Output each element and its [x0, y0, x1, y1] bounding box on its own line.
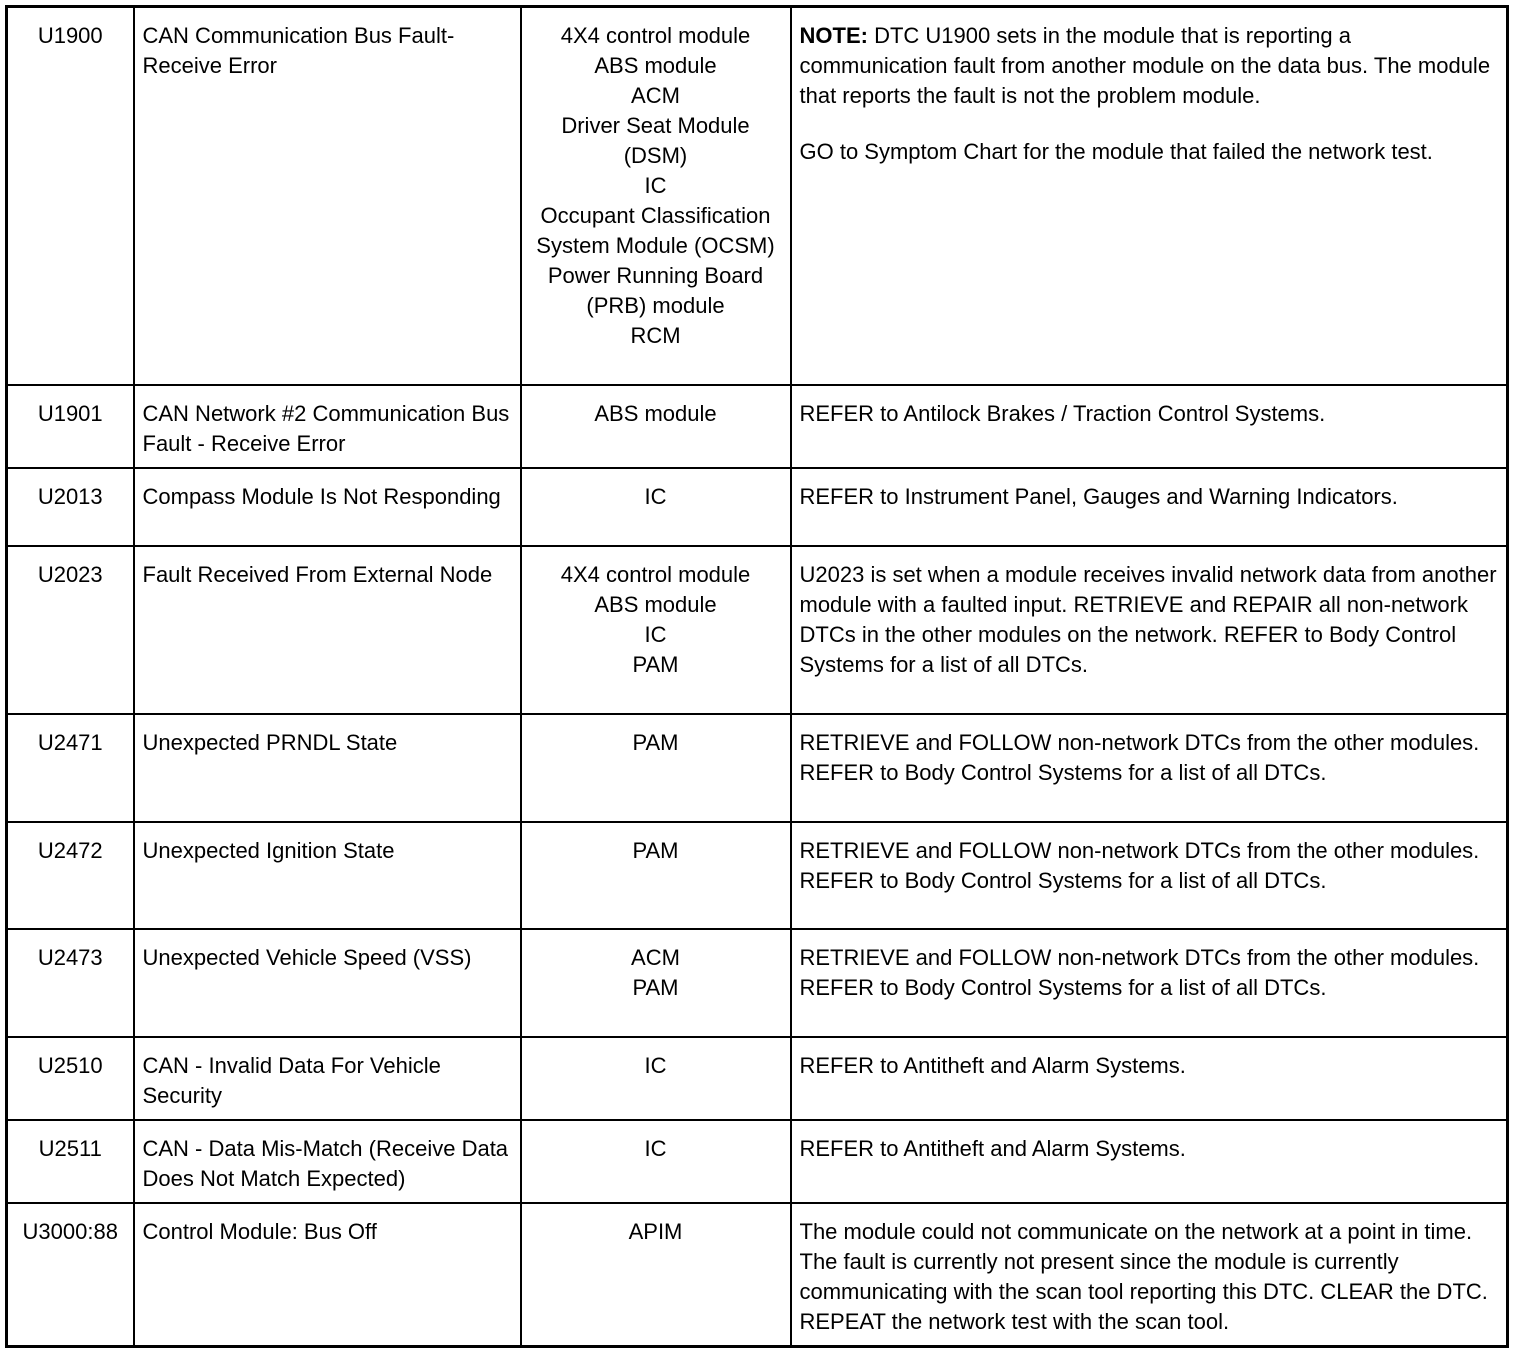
- module-list: [521, 468, 791, 546]
- module-item: Occupant Classification System Module (OCSM): [536, 203, 775, 258]
- action-paragraph: REFER to Antitheft and Alarm Systems.: [799, 1052, 1186, 1078]
- module-item: RCM: [630, 323, 681, 348]
- action-paragraph: GO to Symptom Chart for the module that failed the network test.: [799, 139, 1433, 164]
- dtc-description: Unexpected Ignition State: [134, 822, 521, 929]
- action-text: [800, 1051, 1499, 1081]
- action-text: [800, 1217, 1499, 1337]
- action-paragraph: DTC U1900 sets in the module that is reporting a communication fault from another module on the data bus. The module that reports the fault is not the problem module.: [799, 23, 1491, 108]
- action-text: NOTE: DTC U1900 sets in the module that is reporting a communication fault from another module on the data bus. The module that reports the fault is not the problem module.: [799, 23, 1491, 108]
- action-paragraph: RETRIEVE and FOLLOW non-network DTCs from the other modules. REFER to Body Control Systems for a list of all DTCs.: [799, 729, 1480, 785]
- action-text: [800, 399, 1499, 429]
- dtc-table: [5, 5, 1509, 1348]
- action-cell: [791, 385, 1508, 468]
- dtc-code: U1900: [7, 7, 134, 385]
- dtc-code: U2023: [7, 546, 134, 714]
- dtc-description: CAN - Data Mis-Match (Receive Data Does Not Match Expected): [134, 1120, 521, 1203]
- action-paragraph: REFER to Instrument Panel, Gauges and Warning Indicators.: [799, 483, 1398, 509]
- module-list: [521, 546, 791, 714]
- module-list: [521, 1203, 791, 1347]
- module-list: [521, 929, 791, 1037]
- action-text: [800, 1134, 1499, 1164]
- module-item: Power Running Board (PRB) module: [547, 263, 764, 318]
- table-row: [7, 468, 1508, 546]
- dtc-description: Compass Module Is Not Responding: [134, 468, 521, 546]
- module-item: PAM: [632, 729, 679, 755]
- table-row: [7, 714, 1508, 822]
- module-item: IC: [644, 1052, 667, 1078]
- module-item: IC: [644, 621, 667, 647]
- module-list: [521, 7, 791, 385]
- module-list: [521, 714, 791, 822]
- module-item: ABS module: [594, 400, 717, 426]
- module-list: [521, 1037, 791, 1120]
- action-cell: [791, 7, 1508, 385]
- table-row: [7, 822, 1508, 929]
- action-cell: [791, 1203, 1508, 1347]
- module-item: IC: [644, 1135, 667, 1161]
- table-row: [7, 929, 1508, 1037]
- module-item: Driver Seat Module (DSM): [561, 113, 750, 168]
- module-item: PAM: [632, 651, 679, 677]
- module-item: 4X4 control module: [560, 561, 751, 587]
- action-paragraph: RETRIEVE and FOLLOW non-network DTCs from the other modules. REFER to Body Control Systems for a list of all DTCs.: [799, 944, 1480, 1000]
- dtc-description: Unexpected Vehicle Speed (VSS): [134, 929, 521, 1037]
- module-item: ABS module: [594, 53, 717, 78]
- action-cell: [791, 929, 1508, 1037]
- module-item: PAM: [632, 974, 679, 1000]
- dtc-description: CAN Communication Bus Fault-Receive Error: [134, 7, 521, 385]
- module-item: ABS module: [594, 591, 717, 617]
- action-paragraph: U2023 is set when a module receives invalid network data from another module with a faulted input. RETRIEVE and REPAIR all non-network DTCs in the other modules on the network. REFER to Body Control Systems for a list of all DTCs.: [799, 561, 1497, 677]
- module-list: [521, 1120, 791, 1203]
- module-item: IC: [644, 483, 667, 509]
- dtc-code: U3000:88: [7, 1203, 134, 1347]
- action-text: [800, 482, 1499, 512]
- dtc-code: U2511: [7, 1120, 134, 1203]
- action-cell: [791, 546, 1508, 714]
- dtc-description: CAN Network #2 Communication Bus Fault - Receive Error: [134, 385, 521, 468]
- module-item: 4X4 control module: [560, 23, 751, 48]
- dtc-description: Unexpected PRNDL State: [134, 714, 521, 822]
- action-text: [800, 137, 1499, 167]
- dtc-code: U2013: [7, 468, 134, 546]
- dtc-code: U2510: [7, 1037, 134, 1120]
- action-cell: [791, 468, 1508, 546]
- table-row: [7, 1037, 1508, 1120]
- action-paragraph: The module could not communicate on the network at a point in time. The fault is currently not present since the module is currently communicating with the scan tool reporting this DTC. CLEAR the DTC. REPEAT the network test with the scan tool.: [799, 1218, 1488, 1334]
- table-row: [7, 1203, 1508, 1347]
- action-paragraph: REFER to Antitheft and Alarm Systems.: [799, 1135, 1186, 1161]
- action-cell: [791, 822, 1508, 929]
- dtc-code: U2473: [7, 929, 134, 1037]
- table-row: [7, 385, 1508, 468]
- action-text: [800, 943, 1499, 1003]
- dtc-code: U2471: [7, 714, 134, 822]
- module-item: ACM: [631, 83, 680, 108]
- action-cell: [791, 1037, 1508, 1120]
- action-cell: [791, 714, 1508, 822]
- action-text: [800, 728, 1499, 788]
- module-item: IC: [644, 173, 667, 198]
- dtc-code: U2472: [7, 822, 134, 929]
- dtc-description: Fault Received From External Node: [134, 546, 521, 714]
- module-item: APIM: [628, 1218, 683, 1244]
- dtc-description: CAN - Invalid Data For Vehicle Security: [134, 1037, 521, 1120]
- module-list: [521, 385, 791, 468]
- table-row: [7, 7, 1508, 385]
- module-item: PAM: [632, 837, 679, 863]
- module-item: ACM: [631, 944, 680, 970]
- module-list: [521, 822, 791, 929]
- table-row: [7, 546, 1508, 714]
- action-cell: [791, 1120, 1508, 1203]
- table-row: [7, 1120, 1508, 1203]
- dtc-code: U1901: [7, 385, 134, 468]
- note-label: NOTE: [799, 23, 861, 48]
- dtc-description: Control Module: Bus Off: [134, 1203, 521, 1347]
- action-text: [800, 560, 1499, 680]
- action-paragraph: RETRIEVE and FOLLOW non-network DTCs from the other modules. REFER to Body Control Systems for a list of all DTCs.: [799, 837, 1480, 893]
- action-text: [800, 836, 1499, 896]
- action-paragraph: REFER to Antilock Brakes / Traction Control Systems.: [799, 400, 1326, 426]
